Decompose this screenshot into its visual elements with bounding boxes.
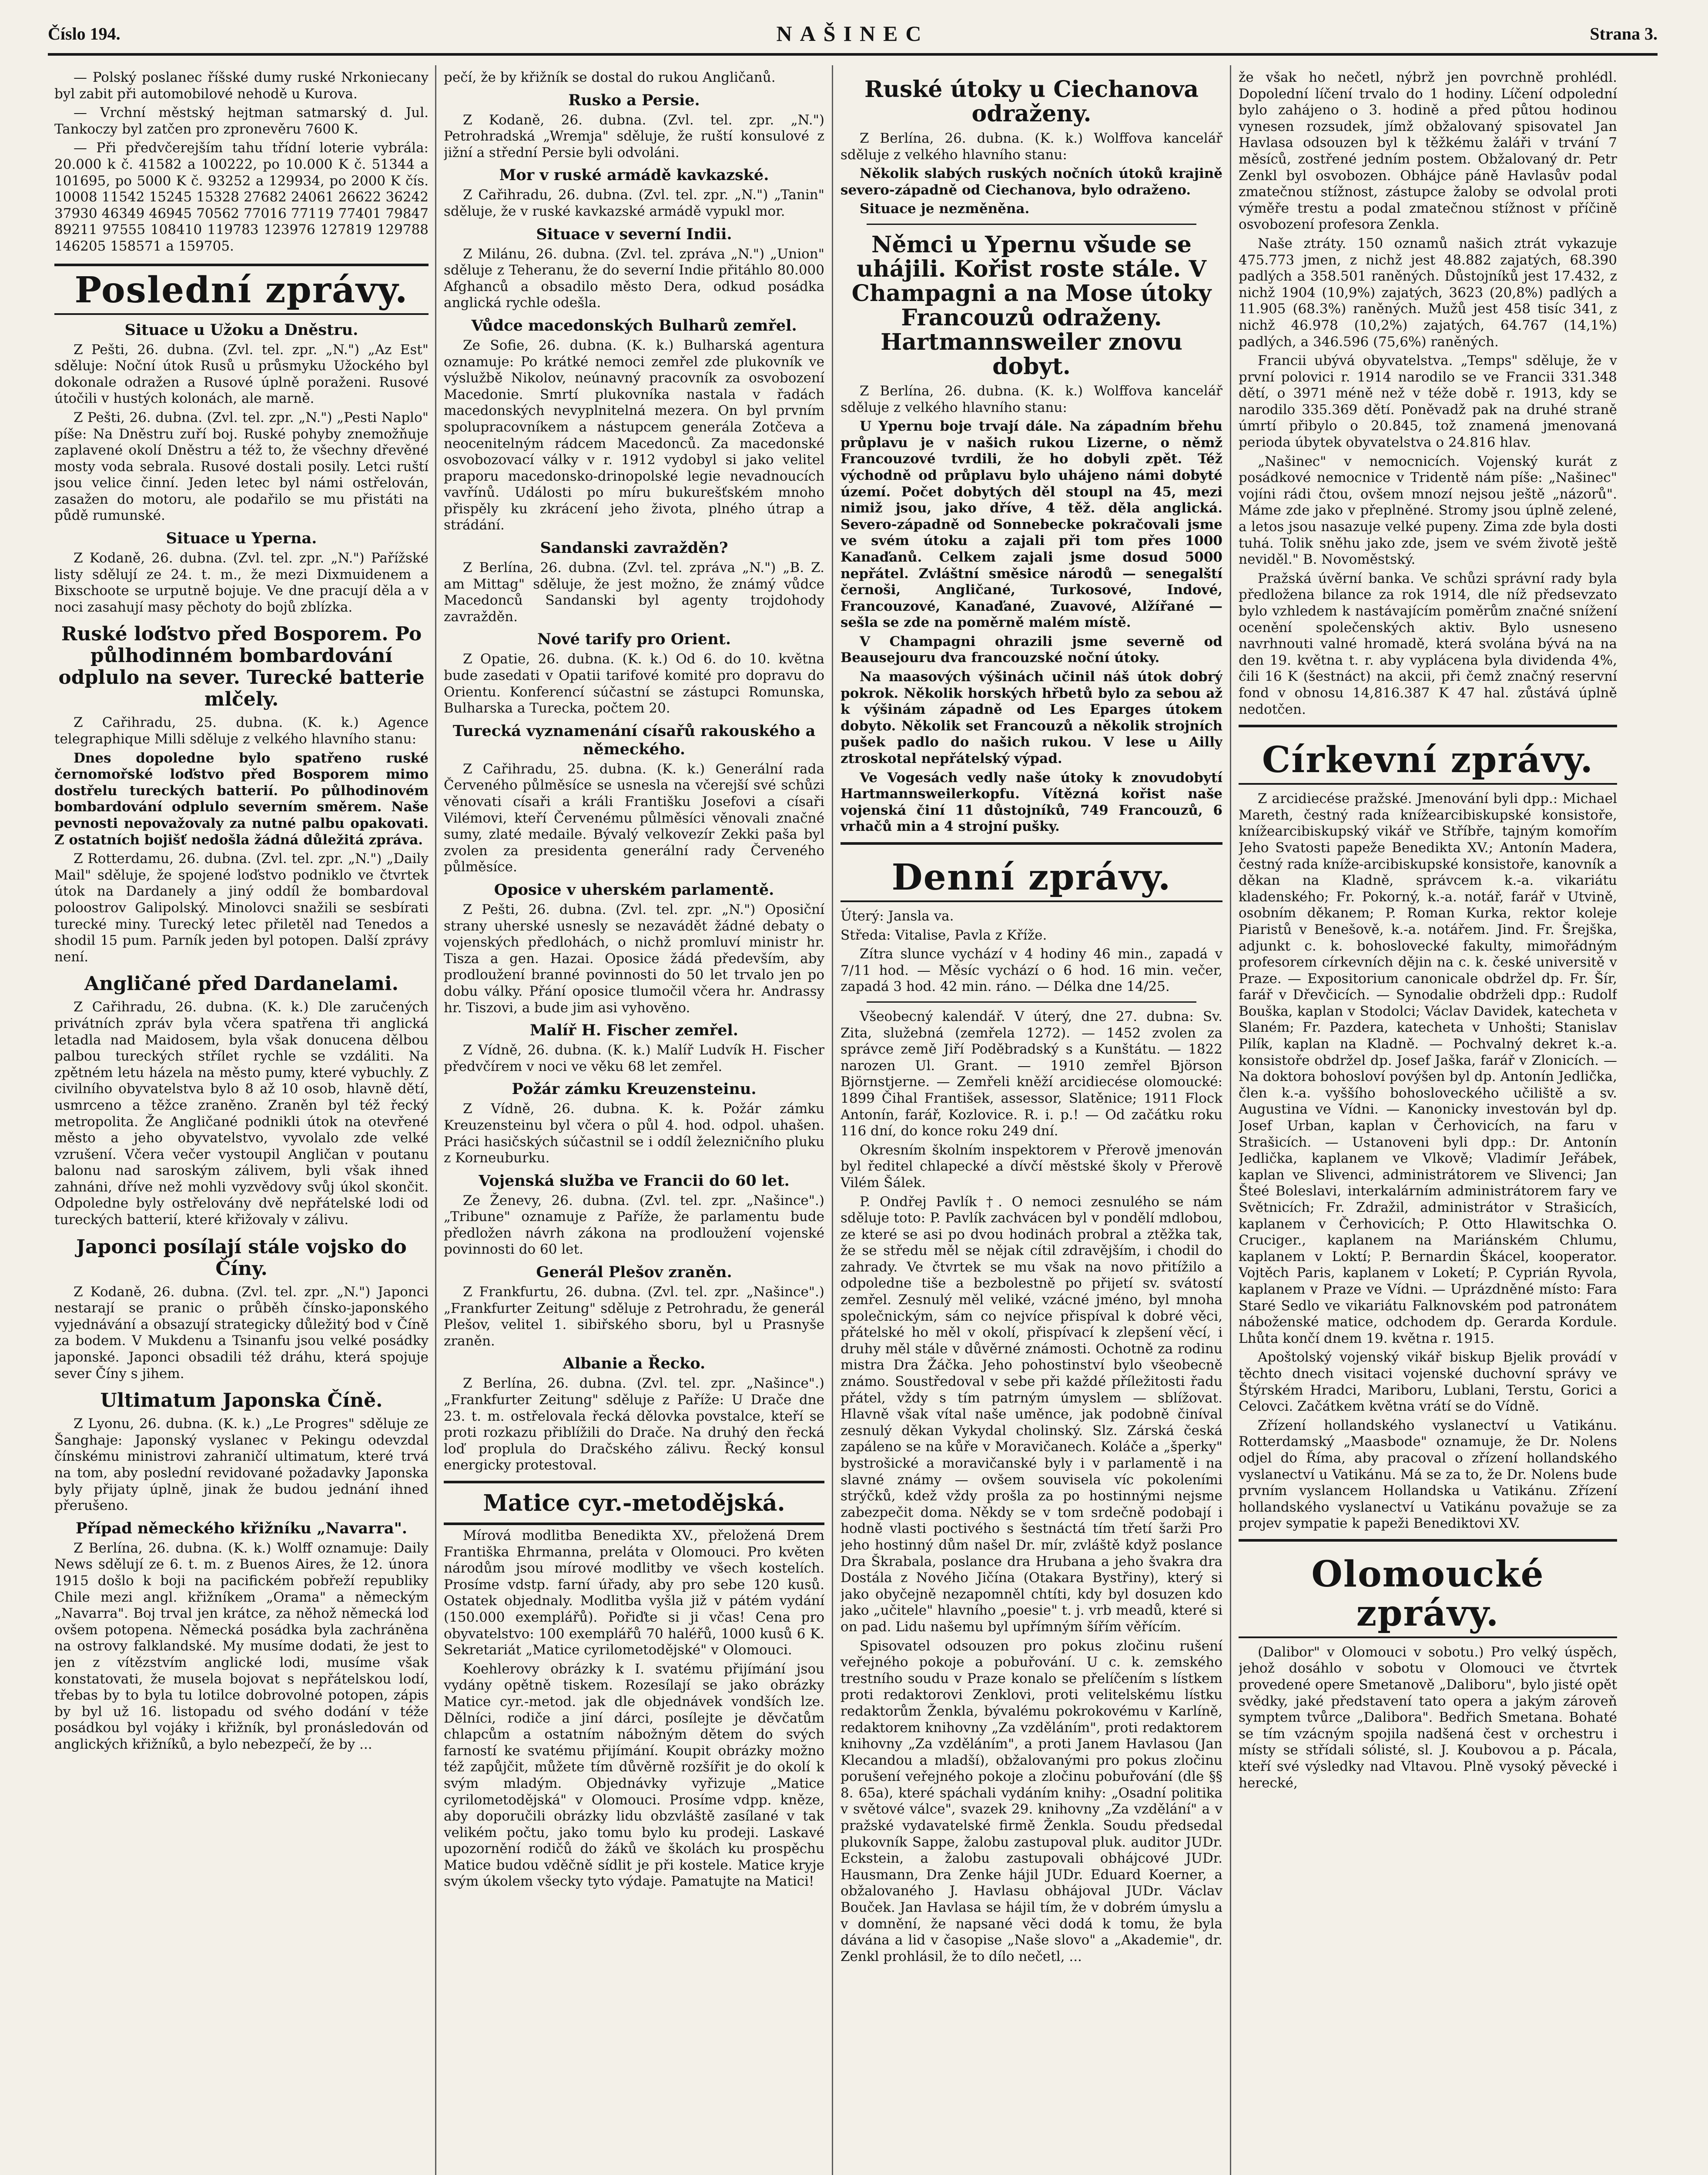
article-paragraph: Mírová modlitba Benedikta XV., přeložená Drem Františka Ehrmanna, preláta v Olomouci. Pro květen národům jsou mírové modlitby ve všech kostelích. Prosíme vdstp. farní úřady, aby pro sebe 120 kusů. Ostatek objednaly. Modlitba vyšla již v pátém vydání (150.000 exemplářů). Pořiďte si ji včas! Cena pro obyvatelstvo: 100 exemplářů 70 haléřů, 1000 kusů 6 K. Sekretariát „Matice cyrilometodějské" v Olomouci.: [444, 1528, 824, 1658]
article-paragraph: Všeobecný kalendář. V úterý, dne 27. dubna: Sv. Zita, služebná (zemřela 1272). — 1452 zvolen za správce země Jiří Poděbradský s a Kunštátu. — 1822 narozen Ul. Grant. — 1910 zemřel Björson Björnstjerne. — Zemřeli kněží arcidiecése olomoucké: 1899 Čihal František, assessor, Slatěnice; 1911 Flock Antonín, farář, Kozlovice. R. i. p.! — Od začátku roku 116 dní, do konce roku 249 dní.: [841, 1008, 1222, 1139]
newspaper-title: NAŠINEC: [776, 21, 929, 46]
article-paragraph: U Ypernu boje trvají dále. Na západním břehu průplavu je v našich rukou Lizerne, o němž Francouzové tvrdili, že ho dobyli zpět. Též východně od průplavu bylo uhájeno námi dobyté území. Počet dobytých děl stoupl na 45, mezi nimiž jsou, jako dříve, 4 těž. děla anglická. Severo-západně od Sonnebecke pokračovali jsme ve svém útoku a zajali při tom přes 1000 Kanaďanů. Celkem zajali jsme dosud 5000 nepřátel. Zvláštní směsice národů — senegalští černoši, Angličané, Turkosové, Indové, Francouzové, Kanaďané, Zuavové, Alžířané — sešla se zde na poměrně malém místě.: [841, 418, 1222, 631]
article-paragraph: Z Milánu, 26. dubna. (Zvl. tel. zpráva „N.") „Union" sděluje z Teheranu, že do severní Indie přitáhlo 80.000 Afghanců a obsadilo město Dera, odkud posádka anglická rychle odešla.: [444, 246, 824, 311]
article-heading: Albanie a Řecko.: [563, 1355, 706, 1373]
article-heading: Situace v severní Indii.: [536, 225, 732, 243]
issue-number: Číslo 194.: [48, 24, 121, 44]
article-heading: Sandanski zavražděn?: [540, 539, 728, 557]
article-paragraph: Z Berlína, 26. dubna. (K. k.) Wolff oznamuje: Daily News sdělují ze 6. t. m. z Buenos Aires, že 12. února 1915 došlo k boji na pacifickém pobřeží republiky Chile mezi angl. křižníkem „Orama" a německým „Navarra". Boj trval jen krátce, za něhož německá loď ovšem potopena. Německá posádka byla zachráněna na ostrovy falklandské. My musíme dodati, že jest to jen z vítězstvím anglické lodi, musíme však konstatovati, že musela bojovat s nepřátelskou lodí, třebas by to byla tu lotilce dobrovolné potopen, zápis by byl už 16. listopadu od svého dodání v téže posádkou byl vojáky i křižník, byl pronásledován od anglických křižníků, a bylo nebezpečí, že by ...: [54, 1540, 429, 1752]
news-item: — Vrchní městský hejtman satmarský d. Jul. Tankoczy byl zatčen pro zpronevěru 7600 K.: [54, 105, 429, 137]
page-number: Strana 3.: [1590, 24, 1658, 44]
article-paragraph: Z Berlína, 26. dubna. (K. k.) Wolffova kancelář sděluje z velkého hlavního stanu:: [841, 383, 1222, 415]
article-heading: Situace u Užoku a Dněstru.: [124, 321, 358, 339]
article-paragraph: Apoštolský vojenský vikář biskup Bjelik provádí v těchto dnech visitaci vojenské duchovní správy ve Štýrském Hradci, Mariboru, Lublani, Terstu, Gorici a Celovci. Začátkem května vrátí se do Vídně.: [1239, 1349, 1617, 1415]
article-paragraph: Z Cařihradu, 25. dubna. (K. k.) Agence telegraphique Milli sděluje z velkého hlavního stanu:: [54, 715, 429, 747]
article-paragraph: Z Rotterdamu, 26. dubna. (Zvl. tel. zpr. „N.") „Daily Mail" sděluje, že spojené loďstvo podniklo ve čtvrtek útok na Dardanely a jiný oddíl že bombardoval poloostrov Galipolský. Minolovci snažili se sesbírati turecké miny. Turecký letec přiletěl nad Tenedos a shodil 15 pum. Parník jeden byl potopen. Další zprávy není.: [54, 851, 429, 965]
article-paragraph: pečí, že by křižník se dostal do rukou Angličanů.: [444, 70, 776, 85]
article-paragraph: Z Frankfurtu, 26. dubna. (Zvl. tel. zpr. „Našince".) „Frankfurter Zeitung" sděluje z Petrohradu, že generál Plešov, velitel 1. sibiřského sboru, byl u Prasnyše zraněn.: [444, 1284, 824, 1349]
section-title-olomouc-news: Olomoucké zprávy.: [1239, 1550, 1617, 1638]
divider: [867, 1001, 1196, 1003]
article-paragraph: Z Pešti, 26. dubna. (Zvl. tel. zpr. „N.") „Az Est" sděluje: Noční útok Rusů u průsmyku Užockého byl dokonale odražen a Rusové úplně poraženi. Rusové útočili v hustých kolonách, ale marně.: [54, 341, 429, 407]
article-paragraph: Z Cařihradu, 26. dubna. (Zvl. tel. zpr. „N.") „Tanin" sděluje, že v ruské kavkazské armádě vypukl mor.: [444, 187, 824, 219]
article-paragraph: Spisovatel odsouzen pro pokus zločinu rušení veřejného pokoje a pobuřování. U c. k. zemského trestního soudu v Praze konalo se přelíčením s lístkem proti redaktorovi Zenklovi, proti velitelskému lístku redaktorům Ženkla, bývalému pokrokovému v Karlíně, redaktorem knihovny „Za vzděláním", proti redaktorem knihovny „Za vzděláním", a proti Janem Havlasou (Jan Klecandou a mladší), obžalovanými pro pokus zločinu porušení veřejného pokoje a zločinu pobuřování (dle §§ 8. 65a), které spáchali vydáním knihy: „Osadní politika v světové válce", svazek 29. knihovny „Za vzdělání" a v pražské vydavatelské firmě Ženkla. Soudu předsedal plukovník Sappe, žalobu zastupoval pluk. auditor JUDr. Eckstein, a žalobu zastupovali obhájcové JUDr. Hausmann, Dra Zenke hájil JUDr. Eduard Koerner, a obžalovaného J. Havlasu obhájoval JUDr. Václav Bouček. Jan Havlasa se hájil tím, že v dobrém úmyslu a v domnění, že napsané věci dodá k tomu, že byla dávána a lid v časopise „Naše slovo" a „Akademie", dr. Zenkl prohlásil, že to dílo nečetl, ...: [841, 1638, 1222, 1964]
divider: [444, 1522, 824, 1525]
article-paragraph: Ze Sofie, 26. dubna. (K. k.) Bulharská agentura oznamuje: Po krátké nemoci zemřel zde plukovník ve výslužbě Nikolov, neúnavný pracovník za osvobození Macedonie. Smrtí plukovníka nastala v řadách macedonských nevyplnitelná mezera. On byl prvním spolupracovníkem a nástupcem generála Zotčeva a neocenitelným rádcem Macedonců. Za macedonské osvobozovací války v r. 1912 vydobyl si jako velitel praporu macedonsko-drinopolské legie nevadnoucích vavřínů. Události po míru bukurešťském mnoho přispěly ku zkrácení jeho života, plného útrap a strádání.: [444, 337, 824, 533]
column-1: [54, 70, 429, 2175]
article-heading: Němci u Ypernu všude se uhájili. Kořist roste stále. V Champagni a na Mose útoky Francouzů odraženy. Hartmannsweiler znovu dobyt.: [851, 231, 1212, 380]
article-paragraph: Z arcidiecése pražské. Jmenování byli dpp.: Michael Mareth, čestný rada knížearcibiskupské konsistoře, knížearcibiskupský vikář ve Stříbře, tajným komořím Jeho Svatosti papeže Benedikta XV.; Antonín Madera, čestný rada kníže-arcibiskupské konsistoře, kanovník a děkan na Kladně, správcem k.-a. vikariátu kladenského; Fr. Pokorný, k.-a. notář, farář v Utvině, osobním děkanem; P. Roman Kurka, rektor koleje Piaristů v Benešově, k.-a. notářem. Jind. Fr. Šrejška, adjunkt c. k. bohoslovecké fakulty, mimořádným profesorem církevních dějin na c. k. české universitě v Praze. — Expositorium canonicale obdržel dp. Fr. Šír, farář v Dřevčicích. — Synodalie obdrželi dpp.: Rudolf Bouška, kaplan v Stodolci; Václav Davidek, katecheta v Slaném; Fr. Pazdera, katecheta v Unhošti; Stanislav Pilík, kaplan na Kladně. — Pochvalný dekret k.-a. konsistoře obdržel dp. Josef Jaška, farář v Zlonicích. — Na doktora bohosloví povýšen byl dp. Antonín Jedlička, člen k.-a. vyššího bohosloveckého učiliště a sv. Augustina ve Vídni. — Kanonicky investován byl dp. Josef Urban, kaplan v Čerhovicích, na faru v Strašicích. — Ustanoveni byli dpp.: Dr. Antonín Jedlička, kaplanem ve Vlkově; Vladimír Jeřábek, kaplan ve Slivenci, administrátorem ve Slivenci; Jan Šteé Boleslavi, interkalárním administrátorem fary ve Světnicích; Fr. Zdražil, administrátor v Strašicích, kaplanem v Čerhovicích; P. Otto Hlawitschka O. Cruciger., kaplanem na Mariánském Chlumu, kaplanem v Loktí; P. Bernardin Škácel, kooperator. Vojtěch Paris, kaplanem v Loketí; P. Cyprián Ryvola, kaplanem v Praze ve Vídni. — Uprázdněné místo: Fara Staré Sedlo ve vikariátu Falknovském pod patronátem náboženské matice, odchodem dp. Gerarda Kordule. Lhůta končí dnem 19. května r. 1915.: [1239, 791, 1617, 1346]
article-paragraph: Z Berlína, 26. dubna. (Zvl. tel. zpráva „N.") „B. Z. am Mittag" sděluje, že jest možno, že známý vůdce Macedonců Sandanski byl agenty trojdohody zavražděn.: [444, 560, 824, 625]
article-paragraph: Na maasových výšinách učinil náš útok dobrý pokrok. Několik horských hřbetů bylo za sebou až k výšinám západně od Les Eparges útokem dobyto. Několik set Francouzů a několik strojních pušek padlo do našich rukou. V lese u Ailly ztroskotal nepřátelský výpad.: [841, 669, 1222, 767]
article-paragraph: Z Berlína, 26. dubna. (K. k.) Wolffova kancelář sděluje z velkého hlavního stanu:: [841, 130, 1222, 163]
article-paragraph: Naše ztráty. 150 oznamů našich ztrát vykazuje 475.773 jmen, z nichž jest 48.882 zajatých, 68.390 padlých a 358.501 raněných. Důstojníků jest 17.432, z nichž 1904 (10,9%) zajatých, 3623 (20,8%) padlých a 11.905 (68.3%) raněných. Mužů jest 458 tisíc 341, z nichž 46.978 (10,2%) zajatých, 64.767 (14,1%) padlých, a 346.596 (75,6%) raněných.: [1239, 235, 1617, 350]
section-title-daily-news: Denní zprávy.: [841, 853, 1222, 902]
article-paragraph: Francii ubývá obyvatelstva. „Temps" sděluje, že v první polovici r. 1914 narodilo se ve Francii 331.348 dětí, o 3971 méně než v téže době r. 1913, kdy se narodilo 335.369 dětí. Poněvadž pak na druhé straně úmrtí přibylo o 20.845, tož znamená jmenovaná perioda úbytek obyvatelstva o 24.816 hlav.: [1239, 353, 1617, 451]
divider: [841, 842, 1222, 845]
article-heading: Angličané před Dardanelami.: [84, 973, 399, 995]
article-heading: Situace u Yperna.: [166, 529, 317, 548]
article-paragraph: „Našinec" v nemocnicích. Vojenský kurát z posádkové nemocnice v Tridentě nám píše: „Našinec" vojíni rádi čtou, ovšem mnozí nejsou ještě „názorů". Máme zde jako v přeplněné. Stromy jsou úplně zelené, a letos jsou nasazuje velké pupeny. Zima zde byla dosti tuhá. Tolik sněhu jako zde, jsem ve svém životě ještě neviděl." B. Novoměstský.: [1239, 453, 1617, 568]
article-paragraph: Okresním školním inspektorem v Přerově jmenován byl ředitel chlapecké a dívčí městské školy v Přerově Vilém Šálek.: [841, 1142, 1222, 1191]
article-heading: Požár zámku Kreuzensteinu.: [512, 1080, 757, 1098]
article-heading: Generál Plešov zraněn.: [536, 1263, 732, 1282]
page-header: [48, 23, 1658, 56]
news-item: — Při předvčerejším tahu třídní loterie vybrála: 20.000 k č. 41582 a 100222, po 10.000 K č. 51344 a 101695, po 5000 K č. 93252 a 129934, po 2000 K čís. 10008 11542 15245 15328 27682 24061 26622 36242 37930 46349 46945 70562 77016 77119 77401 79847 89211 97555 108410 119783 123976 127819 129788 146205 158571 a 159705.: [54, 140, 429, 254]
column-divider: [832, 65, 833, 2175]
column-divider: [1230, 65, 1231, 2175]
divider: [1239, 725, 1617, 727]
article-heading: Malíř H. Fischer zemřel.: [530, 1021, 738, 1040]
article-paragraph: že však ho nečetl, nýbrž jen povrchně prohlédl. Dopolední líčení trvalo do 1 hodiny. Líčení odpolední bylo zahájeno o 3. hodině a před půtou hodinou vynesen rozsudek, jímž obžalovaný spisovatel Jan Havlasa odsouzen byl k těžkému žaláři v trvání 7 měsíců, zostřené jedním postem. Obžalovaný dr. Petr Zenkl byl osvobozen. Obhájce páně Havlasův podal zmatečnou stížnost, zástupce žaloby se odvolal proti výměře trestu a podal zmatečnou stížnost v příčině osvobození profesora Zenkla.: [1239, 70, 1617, 233]
article-paragraph: Z Pešti, 26. dubna. (Zvl. tel. zpr. „N.") „Pesti Naplo" píše: Na Dněstru zuří boj. Ruské pohyby znemožňuje zaplavené okolí Dněstru a též to, že všechny dřevěné mosty voda sebrala. Rusové dostali posily. Letci ruští jsou velice činní. Jeden letec byl námi ostřelován, zasažen do motoru, ale podařilo se mu přistáti na půdě rumunské.: [54, 409, 429, 524]
article-paragraph: Zřízení hollandského vyslanectví u Vatikánu. Rotterdamský „Maasbode" oznamuje, že Dr. Nolens odjel do Říma, aby pracoval o zřízení hollandského vyslanectví u Vatikánu. Má se za to, že Dr. Nolens bude prvním vyslancem Hollandska u Vatikánu. Zřízení hollandského vyslanectví u Vatikánu považuje se za projev sympatie k papeži Benediktovi XV.: [1239, 1417, 1617, 1532]
article-paragraph: Z Pešti, 26. dubna. (Zvl. tel. zpr. „N.") Oposiční strany uherské usnesly se nezavádět žádné debaty o vojenských předlohách, o nichž promluví ministr hr. Tisza a gen. Hazai. Oposice žádá především, aby prodloužení branné povinnosti do 50 let trvalo jen po dobu války. Přání oposice tlumočil včera hr. Andrassy hr. Tiszovi, a bude jim asi vyhověno.: [444, 901, 824, 1016]
article-paragraph: V Champagni ohrazili jsme severně od Beausejouru dva francouzské noční útoky.: [841, 633, 1222, 666]
article-paragraph: Z Kodaně, 26. dubna. (Zvl. tel. zpr. „N.") Japonci nestarají se pranic o průběh čínsko-japonského vyjednávání a obsazují strategicky důležitý bod v Číně za bodem. V Mukdenu a Tsinanfu jsou velké posádky japonské. Japonci obsadili též dráhu, která spojuje sever Číny s jihem.: [54, 1284, 429, 1382]
article-paragraph: Pražská úvěrní banka. Ve schůzi správní rady byla předložena bilance za rok 1914, dle níž předsevzato bylo vzhledem k nastávajícím poměrům značné snížení ocenění společenských aktiv. Bylo usneseno navrhnouti valné hromadě, která svolána bývá na na den 19. května t. r. aby vyplácena byla dividenda 4%, čili 16 K (šestnáct) na akcii, při čemž značný reservní fond v obnosu 14,816.387 K 47 hal. zůstává úplně nedotčen.: [1239, 570, 1617, 717]
article-heading: Mor v ruské armádě kavkazské.: [499, 166, 769, 184]
article-paragraph: Z Vídně, 26. dubna. K. k. Požár zámku Kreuzensteinu byl včera o půl 4. hod. odpol. uhašen. Práci hasičských súčastnil se i oddíl železničního pluku z Korneuburku.: [444, 1101, 824, 1166]
article-heading: Ultimatum Japonska Číně.: [100, 1389, 383, 1412]
article-heading: Ruské loďstvo před Bosporem. Po půlhodinném bombardování odplulo na sever. Turecké batterie mlčely.: [58, 623, 425, 711]
calendar-line: Zítra slunce vychází v 4 hodiny 46 min., zapadá v 7/11 hod. — Měsíc vychází o 6 hod. 16 min. večer, zapadá 3 hod. 42 min. ráno. — Délka dne 14/25.: [841, 946, 1222, 995]
calendar-line: Úterý: Jansla va.: [841, 908, 954, 924]
article-paragraph: P. Ondřej Pavlík †. O nemoci zesnulého se nám sděluje toto: P. Pavlík zachvácen byl v pondělí mdlobou, ze které se asi po dvou hodinách probral a ztěžka tak, že se středu měl se nějak cítil zdravějším, i chodil do zahrady. Ve čtvrtek se mu však na novo přitížilo a odpoledne tiše a bezbolestně po přijetí sv. svátostí zemřel. Zesnulý měl veliké, vzácné jméno, byl mnoha společnickým, sám co nejvíce přispíval k dobré věci, přátelské ho měl v okolí, přispívací k zlepšení věcí, i druhy měl stále v důvěrné známosti. Ochotně za rodinu mistra Dra Žáčka. Jeho pohostinství bylo všeobecně známo. Soustředoval v sebe při každé příležitosti řadu přátel, vždy s tím patrným úmyslem — sblížovat. Hlavně však vítal naše uměnce, jak podobně činíval zesnulý děkan Vykydal cholinský. Slz. Zárská česká zapáleno se na kůře v Moravičanech. Koláče a „šperky" bystrošické a moravičanské byly i v parlamentě i na slavné známy — ovšem souvisela víc pokoleními strýčků, kdež vždy prošla za po hostinnými nejsme zabezpečit doma. Někdy se v tom srdečně podobají i hodně vlasti poctivého s šestnáctá tím třetí šarži Pro jeho hostinný dům našel Dr. mír, zvláště když poslance Dra Škrabala, poslance dra Hrubana a jeho švakra dra Dostála z Nového Jičína (Otakara Bystřiny), který si jako obyčejně nezapomněl chtíti, kdy byl dosuzen kdo jako „učitele" hlavního „poesie" t. j. vrb meadů, které si on pad. Lidu našemu byl upřímným šířím věřícím.: [841, 1194, 1222, 1635]
article-paragraph: Z Lyonu, 26. dubna. (K. k.) „Le Progres" sděluje ze Šanghaje: Japonský vyslanec v Pekingu odevzdal čínskému ministrovi zahraničí ultimatum, které trvá na tom, aby poslední revidované požadavky Japonska byly přijaty úplně, jinak že budou jednání ihned přerušeno.: [54, 1416, 429, 1514]
column-divider: [435, 65, 436, 2175]
divider: [444, 1481, 824, 1483]
article-paragraph: Z Kodaně, 26. dubna. (Zvl. tel. zpr. „N.") Petrohradská „Wremja" sděluje, že ruští konsulové z jižní a střední Persie byli odvoláni.: [444, 112, 824, 161]
section-title-latest-news: Poslední zprávy.: [54, 264, 429, 315]
divider: [867, 224, 1196, 225]
article-paragraph: Situace je nezměněna.: [860, 201, 1030, 217]
article-paragraph: Z Cařihradu, 25. dubna. (K. k.) Generální rada Červeného půlměsíce se usnesla na včerejší své schůzi věnovati císaři a králi Františku Josefovi a císaři Vilémovi, kteří Červenému půlměsíci věnovali značné sumy, zlaté medaile. Bývalý velkovezír Zekki paša byl zvolen za presidenta generální rady Červeného půlměsíce.: [444, 761, 824, 875]
article-heading: Vojenská služba ve Francii do 60 let.: [479, 1171, 790, 1190]
article-heading: Nové tarify pro Orient.: [537, 630, 731, 649]
article-paragraph: (Dalibor" v Olomouci v sobotu.) Pro velký úspěch, jehož dosáhlo v sobotu v Olomouci ve čtvrtek provedené opere Smetanově „Daliboru", bylo jisté opět svědky, jaké představení tato opera a jakým zároveň symptem tvůrce „Dalibora". Bedřich Smetana. Bohaté se tím vzácným spojila nadšená čest v orchestru i místy se střídali sólisté, sl. J. Koubovou a p. Pácala, kteří své výsledky nad Vltavou. Plně vysoký pěvecké i herecké,: [1239, 1644, 1617, 1791]
article-paragraph: Z Vídně, 26. dubna. (K. k.) Malíř Ludvík H. Fischer předvčírem v noci ve věku 68 let zemřel.: [444, 1042, 824, 1074]
article-heading: Oposice v uherském parlamentě.: [494, 880, 774, 899]
article-heading: Rusko a Persie.: [568, 91, 700, 109]
article-paragraph: Z Kodaně, 26. dubna. (Zvl. tel. zpr. „N.") Pařížské listy sdělují ze 24. t. m., že mezi Dixmuidenem a Bixschoote se urputně bojuje. Ve dne pracují děla a v noci zasahují masy pěchoty do bojů zblízka.: [54, 550, 429, 615]
article-paragraph: Z Cařihradu, 26. dubna. (K. k.) Dle zaručených privátních zpráv byla včera spatřena tři anglická letadla nad Maidosem, byla však donucena dělbou palbou tureckých střílet rychle se vzdáliti. Na zpětném letu házela na město pumy, které vybuchly. Z civilního obyvatelstva bylo 8 až 10 osob, hlavně dětí, usmrceno a těžce zraněno. Zraněn byl též řecký metropolita. Že Angličané podnikli útok na otevřené město a jeho obyvatelstvo, vyvolalo zde velké vzrušení. Včera večer vystoupil Angličan v poutanu balonu nad saroským zálivem, byli však ihned zahnáni, dříve než mohli vyzvědovy svůj úkol skončit. Odpoledne byly ostřelovány dvě nepřátelské lodi od tureckých batterií, které křižovaly v zálivu.: [54, 999, 429, 1228]
article-paragraph: Ze Ženevy, 26. dubna. (Zvl. tel. zpr. „Našince".) „Tribune" oznamuje z Paříže, že parlamentu bude předložen návrh zákona na prodloužení vojenské povinnosti do 60 let.: [444, 1192, 824, 1258]
article-paragraph: Koehlerovy obrázky k I. svatému přijímání jsou vydány opětně tiskem. Rozesílají se jako obrázky Matice cyr.-metod. jak dle objednávek vondších lze. Dělníci, rodiče a jiní dárci, posílejte je děvčatům chlapcům a ostatním nábožným dětem do svých farností ke svatému přijímání. Koupit obrázky možno též zapůjčit, můžete tím důvěrně rozšířit je do okolí k svým mladým. Objednávky vyřizuje „Matice cyrilometodějská" v Olomouci. Prosíme vdpp. kněze, aby doporučili obrázky lidu obzvláště zasílané v tak velikém počtu, jako tomu bylo ku prodeji. Laskavé upozornění rodičů do žáků ve školách ku prospěchu Matice budou vděčně sídlit je při kostele. Matice kryje svým úkolem všecky tyto výdaje. Pamatujte na Matici!: [444, 1661, 824, 1890]
column-3: [841, 70, 1222, 2175]
article-paragraph: Několik slabých ruských nočních útoků krajině severo-západně od Ciechanova, bylo odraženo.: [841, 166, 1222, 198]
article-heading: Japonci posílají stále vojsko do Číny.: [76, 1235, 407, 1280]
article-heading: Vůdce macedonských Bulharů zemřel.: [471, 316, 797, 335]
article-paragraph: Z Opatie, 26. dubna. (K. k.) Od 6. do 10. května bude zasedati v Opatii tarifové komité pro dopravu do Orientu. Konferencí súčastní se zástupci Romunska, Bulharska a Turecka, počtem 20.: [444, 651, 824, 716]
article-heading: Případ německého křižníku „Navarra".: [76, 1519, 407, 1537]
column-4: [1239, 70, 1617, 2175]
article-heading: Ruské útoky u Ciechanova odraženy.: [864, 76, 1199, 127]
news-item: — Polský poslanec říšské dumy ruské Nrkoniecany byl zabit při automobilové nehodě u Kurova.: [54, 70, 429, 102]
section-title-matice: Matice cyr.-metodějská.: [483, 1490, 785, 1516]
article-paragraph: Ve Vogesách vedly naše útoky k znovudobytí Hartmannsweilerkopfu. Vítězná kořist naše vojenská činí 11 důstojníků, 749 Francouzů, 6 vrhačů min a 4 strojní pušky.: [841, 770, 1222, 835]
article-paragraph: Z Berlína, 26. dubna. (Zvl. tel. zpr. „Našince".) „Frankfurter Zeitung" sděluje z Paříže: U Drače dne 23. t. m. ostřelovala řecká dělovka povstalce, kteří se proti rozkazu přiblížili do Drače. Na druhý den řecká loď proplula do Dračského zálivu. Řecký konsul energicky protestoval.: [444, 1375, 824, 1473]
article-paragraph: Dnes dopoledne bylo spatřeno ruské černomořské loďstvo před Bosporem mimo dostřelu tureckých batterií. Po půlhodinovém bombardování odplulo severním směrem. Naše pevnosti nepovažovaly za nutné palbu opakovati. Z ostatních bojišť nedošla žádná důležitá zpráva.: [54, 750, 429, 848]
section-title-church-news: Církevní zprávy.: [1239, 736, 1617, 785]
column-2: [444, 70, 824, 2175]
calendar-line: Středa: Vitalise, Pavla z Kříže.: [841, 927, 1047, 943]
article-heading: Turecká vyznamenání císařů rakouského a německého.: [452, 722, 816, 758]
divider: [1239, 1539, 1617, 1542]
